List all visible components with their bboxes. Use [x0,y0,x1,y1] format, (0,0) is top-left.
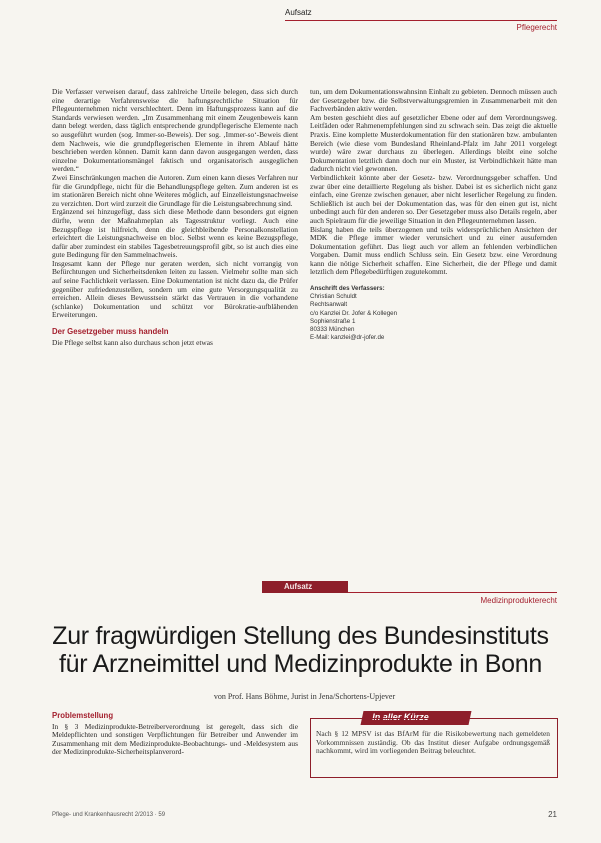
right-paragraph-1: tun, um dem Dokumentationswahnsinn Einhalt zu gebieten. Dennoch müssen auch der Gesetzgeber bzw. die Selbstverwaltungsgremien in Zusammenarbeit mit den Fachverbänden aktiv werden. [310,87,557,114]
left-paragraph-3: Ergänzend sei hinzugefügt, dass sich diese Methode dann besonders gut eignen dürfte, wenn der Maßnahmeplan als Tagesstruktur vorliegt. Auch eine Bezugspflege ist hilfreich, denn die gleichbleibende Personalkonstellation erleichtert die Leistungsnachweise en bloc. Selbst wenn es keine Bezugspflege, dafür aber zumindest ein stabiles Tagesbetreuungsprofil gibt, so ist auch dies eine gute Bedingung für den Sammelnachweis. [52,207,298,260]
right-paragraph-2: Am besten geschieht dies auf gesetzlicher Ebene oder auf dem Verordnungsweg. Leitfäden oder Rahmenempfehlungen sind zu schwach sein. Das zeigt die aktuelle Praxis. Eine komplette Musterdokumentation für den stationären bzw. ambulanten Bereich (wie diese vom Bundesland Rheinland-Pfalz im Jahr 2011 vorgelegt wurde) wäre zwar durchaus zu überlegen. Allerdings bleibt eine solche Dokumentation letztlich dann doch nur ein Muster, ist Verbindlichkeit hätte man dadurch nicht viel gewonnen. [310,112,557,174]
address-line: E-Mail: kanzlei@dr-jofer.de [310,334,385,342]
header-rule [285,20,557,21]
article2-title [30,622,571,678]
left-column [52,88,298,347]
right-paragraph-4: Bislang haben die teils überzogenen und teils widersprüchlichen Ansichten der MDK die Pflege immer wieder verunsichert und zu einer ausufernden Dokumentation geführt. Das liegt auch vor allem an fehlenden verbindlichen Vorgaben. Damit muss endlich Schluss sein. Ein Gesetz bzw. eine Verordnung kann die nötige Sicherheit schaffen. Eine Sicherheit, die der Pflege und damit letztlich dem Pflegebedürftigen zugutekommt. [310,224,557,277]
left-subhead: Der Gesetzgeber muss handeln [52,327,169,337]
left-paragraph-1: Die Verfasser verweisen darauf, dass zahlreiche Urteile belegen, dass sich durch eine derartige Verfahrensweise die haftungsrechtliche Situation für Pflegeunternehmen nicht verschlechtert. Denn im Haftungsprozess kann auf die Standards verwiesen werden. „Im Zusammenhang mit einem Zeugenbeweis kann dann belegt werden, dass täglich entsprechende grundpflegerische Elemente nach so ausgeführt wurden (sog. Immer-so-Beweis). Der sog. ‚Immer-so‘-Beweis dient dem Nachweis, wie die grundpflegerischen Elemente in ihrem Ablauf hätte beschrieben werden können. Damit kann dann davon ausgegangen werden, dass einzelne Dokumentationsmängel faktisch und organisatorisch ausgeglichen werden.“ [52,87,298,174]
left-paragraph-4: Insgesamt kann der Pflege nur geraten werden, sich nicht vorrangig von Befürchtungen und Sicherheitsdenken leiten zu lassen. Vielmehr sollte man sich auf seine Fachlichkeit verlassen. Eine Dokumentation ist nicht dazu da, die Prüfer gegenüber zufriedenzustellen, sondern um eine gute Versorgungsqualität zu erreichen. Allein dieses Bewusstsein stärkt das Vertrauen in die vorhandene (schlanke) Dokumentation und schützt vor Bürokratie-aufblähenden Erweiterungen. [52,258,298,320]
article2-tab-label: Aufsatz [284,582,313,591]
article2-title-line1: Zur fragwürdigen Stellung des Bundesinstituts [52,622,549,650]
right-paragraph-3: Verbindlichkeit könnte aber der Gesetz- bzw. Verordnungsgeber schaffen. Und zwar über eine detaillierte Regelung als bisher. Dabei ist es sicherlich nicht ganz einfach, eine Grenze zwischen genauer, aber nicht leserlicher Regelung zu finden. Schließlich ist auch bei der Dokumentation das, was für den einen gut ist, nicht unbedingt auch für den anderen so. Der Gesetzgeber muss also Details regeln, aber auch Spielraum für die jeweilige Situation in den Pflegeunternehmen lassen. [310,172,557,225]
article2-title-line2: für Arzneimittel und Medizinprodukte in Bonn [59,650,542,678]
article2-body: In § 3 Medizinprodukte-Betreiberverordnung ist geregelt, dass sich die Meldepflichten und sonstigen Verpflichtungen für Betreiber und Anwender im Zusammenhang mit dem Medizinprodukte-Beobachtungs- und -Meldesystem aus der Medizinprodukte-Sicherheitsplanverord- [52,721,298,757]
address-line: Christian Schuldt [310,293,357,301]
header-section: Pflegerecht [516,23,557,32]
author-address [310,285,557,342]
address-line: 80333 München [310,326,355,334]
header-label: Aufsatz [285,8,312,17]
kurz-text: Nach § 12 MPSV ist das BfArM für die Risikobewertung nach gemeldeten Vorkommnissen zuständig. Ob das Institut dieser Aufgabe ordnungsgemäß nachkommt, wird im vorliegenden Beitrag beleuchtet. [316,729,550,756]
article2-left-column [52,712,298,757]
article2-byline: von Prof. Hans Böhme, Jurist in Jena/Schortens-Upjever [213,692,396,701]
kurz-title: In aller Kürze [372,712,429,722]
address-line: c/o Kanzlei Dr. Jofer & Kollegen [310,309,398,317]
address-line: Sophienstraße 1 [310,317,356,325]
right-column [310,88,557,342]
left-paragraph-2: Zwei Einschränkungen machen die Autoren. Zum einen kann dieses Verfahren nur für die Grundpflege, nicht für die Behandlungspflege gelten. Zum anderen ist es im stationären Bereich nicht ohne Weiteres möglich, auf Einzelleistungsnachweise zu verzichten. Dort wird zurzeit die Grundlage für die Leistungsabrechnung sind. [52,172,298,208]
left-paragraph-last: Die Pflege selbst kann also durchaus schon jetzt etwas [52,337,213,347]
page-number: 21 [548,810,557,819]
footer-citation: Pflege- und Krankenhausrecht 2/2013 · 59 [52,812,166,818]
article2-subhead: Problemstellung [52,711,114,720]
article2-tab [262,581,348,593]
address-line: Rechtsanwalt [310,301,348,309]
article2-section: Medizinprodukterecht [480,596,557,605]
article2-rule [348,592,557,593]
address-caption: Anschrift des Verfassers: [310,285,385,293]
